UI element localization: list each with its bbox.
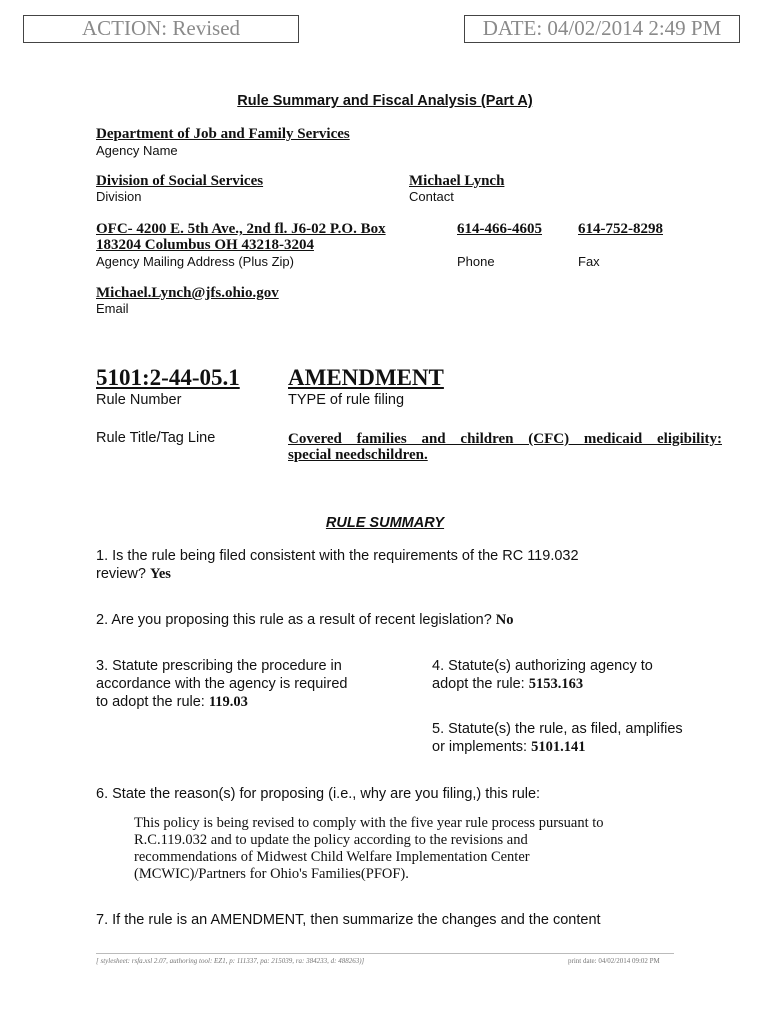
question-3-line-1: 3. Statute prescribing the procedure in [96,658,342,674]
email-label: Email [96,301,129,316]
date-text: DATE: 04/02/2014 2:49 PM [482,16,722,40]
address-line-1: OFC- 4200 E. 5th Ave., 2nd fl. J6-02 P.O. Box [96,221,386,237]
question-1 [96,547,579,583]
question-6-text: 6. State the reason(s) for proposing (i.e., why are you filing,) this rule: [96,786,541,802]
footer-rule [96,953,674,954]
reason-line-3: recommendations of Midwest Child Welfare Implementation Center [134,849,530,865]
question-5-line-2: or implements: 5101.141 [432,739,586,755]
rule-number: 5101:2-44-05.1 [96,365,240,390]
rule-number-label: Rule Number [96,392,182,408]
email-value: Michael.Lynch@jfs.ohio.gov [96,285,279,301]
question-1-answer: Yes [150,566,171,582]
phone-value: 614-466-4605 [457,221,542,237]
phone-label: Phone [457,254,495,269]
question-3-line-3: to adopt the rule: 119.03 [96,694,248,710]
question-7-text: 7. If the rule is an AMENDMENT, then summarize the changes and the content [96,912,601,928]
rule-title-label: Rule Title/Tag Line [96,430,216,446]
footer-print-date: print date: 04/02/2014 09:02 PM [568,957,660,965]
action-text: ACTION: Revised [81,16,241,40]
question-1-line-1: 1. Is the rule being filed consistent with the requirements of the RC 119.032 [96,548,579,564]
rule-summary-heading: RULE SUMMARY [325,515,445,531]
question-2-answer: No [495,612,514,628]
reason-line-4: (MCWIC)/Partners for Ohio's Families(PFOF). [134,866,409,882]
reason-line-2: R.C.119.032 and to update the policy according to the revisions and [134,832,528,848]
page-title: Rule Summary and Fiscal Analysis (Part A) [237,93,533,109]
question-4-line-1: 4. Statute(s) authorizing agency to [432,658,653,674]
question-2-text: 2. Are you proposing this rule as a result of recent legislation? [96,612,492,628]
action-box [23,15,299,43]
contact-value: Michael Lynch [409,173,505,189]
division-value: Division of Social Services [96,173,264,189]
fax-value: 614-752-8298 [578,221,663,237]
question-3-answer: 119.03 [208,694,248,710]
question-2 [96,611,514,629]
question-6-reason [134,815,604,883]
question-5-line-1: 5. Statute(s) the rule, as filed, amplifies [432,721,683,737]
question-5 [432,720,683,756]
address-label: Agency Mailing Address (Plus Zip) [96,254,294,269]
division-label: Division [96,189,142,204]
agency-name: Department of Job and Family Services [96,126,350,142]
question-3-line-2: accordance with the agency is required [96,676,348,692]
reason-line-1: This policy is being revised to comply with the five year rule process pursuant to [134,815,604,831]
footer-stylesheet-info: [ stylesheet: rsfa.xsl 2.07, authoring tool: EZ1, p: 111337, pa: 215039, ra: 384233, d: 488263)] [96,957,365,965]
question-4 [432,657,653,693]
rule-title-line-1: Covered families and children (CFC) medicaid eligibility: [288,431,722,447]
rule-type-label: TYPE of rule filing [288,392,405,408]
rule-type: AMENDMENT [288,365,444,390]
question-4-line-2: adopt the rule: 5153.163 [432,676,584,692]
rule-title-line-2: special needschildren. [288,447,428,463]
contact-label: Contact [409,189,454,204]
question-4-answer: 5153.163 [528,676,584,692]
agency-name-label: Agency Name [96,143,178,158]
date-box [464,15,740,43]
address-line-2: 183204 Columbus OH 43218-3204 [96,237,314,253]
question-3 [96,657,347,711]
question-1-line-2: review? Yes [96,566,171,582]
fax-label: Fax [578,254,600,269]
question-5-answer: 5101.141 [531,739,586,755]
